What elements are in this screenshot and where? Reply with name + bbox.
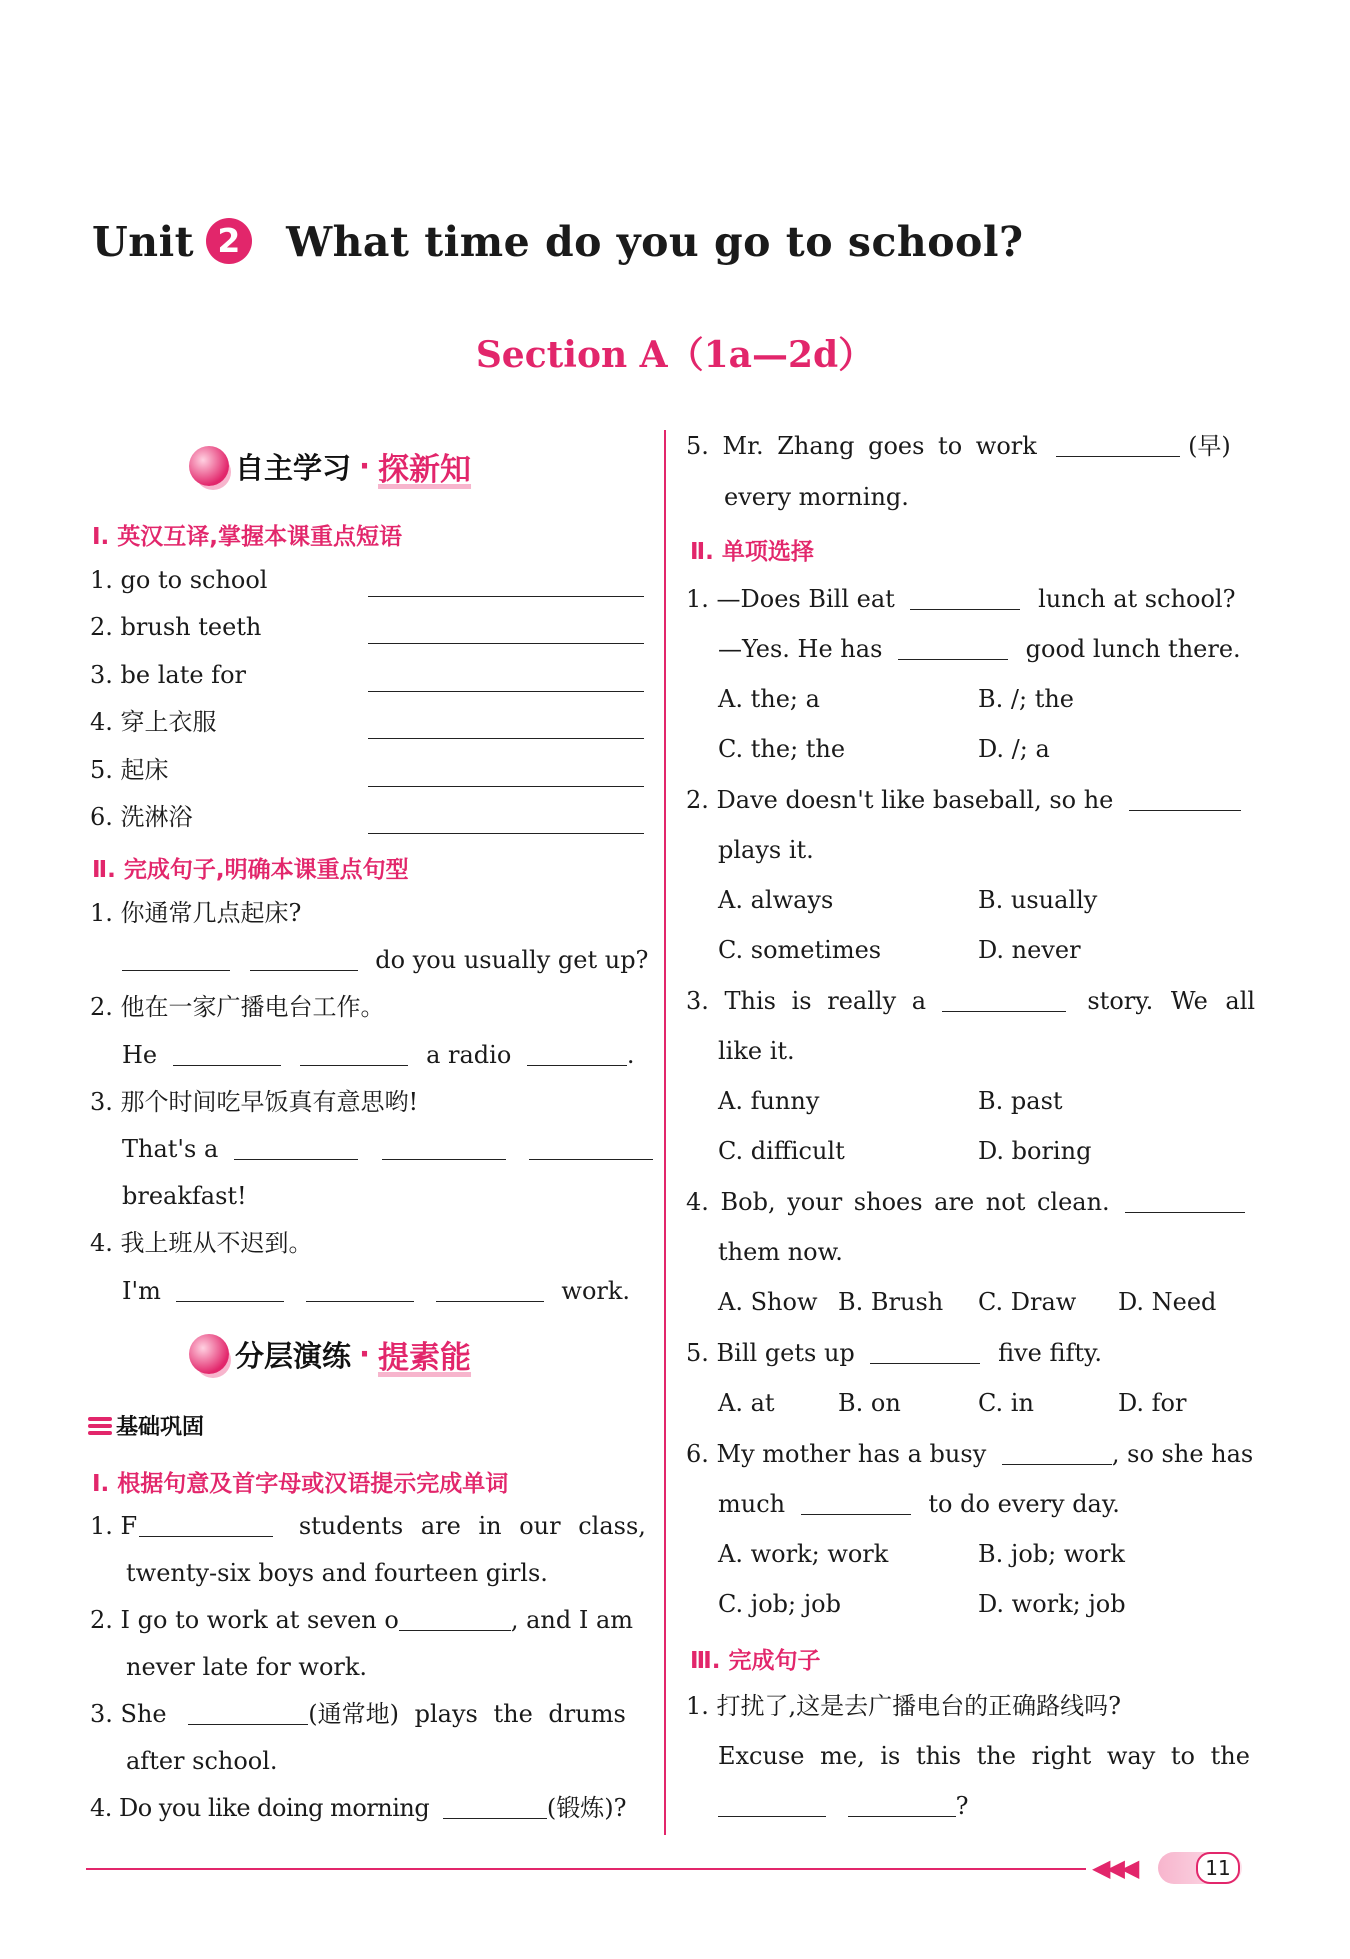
sentence-q1-cn: 1. 你通常几点起床? bbox=[90, 899, 302, 927]
phrase-item-4: 4. 穿上衣服 bbox=[90, 708, 217, 736]
blank[interactable] bbox=[801, 1492, 911, 1515]
ball-icon bbox=[189, 446, 229, 486]
sentence-q1-en bbox=[122, 945, 648, 975]
unit-word: Unit bbox=[92, 218, 195, 266]
blank[interactable] bbox=[1125, 1190, 1245, 1213]
complete-heading: Ⅲ. 完成句子 bbox=[690, 1648, 821, 1674]
sentence-text: 2. I go to work at seven o bbox=[90, 1606, 399, 1634]
mc2-option-c[interactable]: C. sometimes bbox=[718, 936, 882, 964]
part1-heading: Ⅰ. 英汉互译,掌握本课重点短语 bbox=[92, 524, 403, 550]
phrase-item-6: 6. 洗淋浴 bbox=[90, 803, 193, 831]
sentence-q2-cn: 2. 他在一家广播电台工作。 bbox=[90, 993, 385, 1021]
phrase-blank-4[interactable] bbox=[368, 716, 644, 739]
blank[interactable] bbox=[139, 1514, 273, 1537]
mc2-q-cont: plays it. bbox=[718, 836, 814, 864]
phrase-blank-6[interactable] bbox=[368, 811, 644, 834]
mc3-option-d[interactable]: D. boring bbox=[978, 1137, 1092, 1165]
blank[interactable] bbox=[399, 1608, 511, 1631]
blank[interactable] bbox=[122, 948, 230, 971]
blank[interactable] bbox=[870, 1341, 980, 1364]
book-stack-icon bbox=[88, 1415, 112, 1437]
phrase-blank-3[interactable] bbox=[368, 669, 644, 692]
sentence-text: do you usually get up? bbox=[375, 946, 649, 974]
blank[interactable] bbox=[188, 1702, 308, 1725]
sentence-text: 1. F bbox=[90, 1512, 138, 1540]
s1-cn: 1. 打扰了,这是去广播电台的正确路线吗? bbox=[686, 1692, 1122, 1720]
blank[interactable] bbox=[1002, 1442, 1112, 1465]
mc6-q-cont bbox=[718, 1489, 1120, 1519]
ball-icon bbox=[189, 1334, 229, 1374]
sentence-q3-end: breakfast! bbox=[122, 1182, 247, 1210]
blank[interactable] bbox=[910, 587, 1020, 610]
sentence-text: 1. —Does Bill eat bbox=[686, 585, 895, 613]
s1-en: Excuse me, is this the right way to the bbox=[718, 1742, 1250, 1770]
blank[interactable] bbox=[718, 1794, 826, 1817]
sentence-text: (早) bbox=[1188, 432, 1231, 460]
mc5-option-b[interactable]: B. on bbox=[838, 1389, 901, 1417]
blank[interactable] bbox=[436, 1279, 544, 1302]
mc4-option-b[interactable]: B. Brush bbox=[838, 1288, 944, 1316]
footer-line bbox=[86, 1868, 1086, 1870]
sentence-text: I'm bbox=[122, 1277, 161, 1305]
sentence-text: That's a bbox=[122, 1135, 219, 1163]
sentence-text: lunch at school? bbox=[1038, 585, 1236, 613]
mc1-q bbox=[686, 584, 1235, 614]
mc1-option-b[interactable]: B. /; the bbox=[978, 685, 1074, 713]
sentence-text: —Yes. He has bbox=[718, 635, 883, 663]
blank[interactable] bbox=[306, 1279, 414, 1302]
mc1-option-c[interactable]: C. the; the bbox=[718, 735, 846, 763]
mc2-q bbox=[686, 785, 1241, 815]
word-q5-cont: every morning. bbox=[724, 483, 909, 511]
phrase-item-2: 2. brush teeth bbox=[90, 613, 262, 641]
blank[interactable] bbox=[848, 1794, 956, 1817]
sentence-text: , so she has bbox=[1111, 1440, 1254, 1468]
mc3-option-a[interactable]: A. funny bbox=[718, 1087, 820, 1115]
s1-blanks bbox=[718, 1791, 969, 1821]
mc1-q2 bbox=[718, 634, 1241, 664]
mc5-q bbox=[686, 1338, 1102, 1368]
sentence-text: 6. My mother has a busy bbox=[686, 1440, 987, 1468]
sentence-text: , and I am bbox=[510, 1606, 634, 1634]
sentence-text: much bbox=[718, 1490, 786, 1518]
phrase-item-5: 5. 起床 bbox=[90, 756, 169, 784]
choice-heading: Ⅱ. 单项选择 bbox=[690, 539, 814, 565]
sentence-text: (锻炼)? bbox=[546, 1794, 627, 1822]
unit-title bbox=[92, 218, 1024, 266]
sentence-text: to do every day. bbox=[928, 1490, 1120, 1518]
word-q1-cont: twenty-six boys and fourteen girls. bbox=[126, 1559, 548, 1587]
blank[interactable] bbox=[529, 1137, 653, 1160]
word-q3 bbox=[90, 1699, 626, 1729]
sentence-q4-en bbox=[122, 1276, 630, 1306]
part2-heading: Ⅱ. 完成句子,明确本课重点句型 bbox=[92, 857, 409, 883]
mc4-q bbox=[686, 1187, 1245, 1217]
sentence-text: 5. Mr. Zhang goes to work bbox=[686, 432, 1037, 460]
mc4-option-d[interactable]: D. Need bbox=[1118, 1288, 1217, 1316]
banner-accent-text: 提素能 bbox=[378, 1339, 472, 1376]
mc6-option-a[interactable]: A. work; work bbox=[718, 1540, 889, 1568]
sentence-text: 4. Bob, your shoes are not clean. bbox=[686, 1188, 1110, 1216]
word-q5 bbox=[686, 431, 1231, 461]
section-title: Section A（1a—2d） bbox=[475, 334, 875, 376]
sentence-text: 4. Do you like doing morning bbox=[90, 1794, 430, 1822]
mc5-option-c[interactable]: C. in bbox=[978, 1389, 1034, 1417]
footer-arrows-icon: ◀◀◀ bbox=[1092, 1854, 1136, 1882]
blank[interactable] bbox=[1129, 788, 1241, 811]
mc3-option-b[interactable]: B. past bbox=[978, 1087, 1063, 1115]
mc6-option-d[interactable]: D. work; job bbox=[978, 1590, 1126, 1618]
phrase-item-3: 3. be late for bbox=[90, 661, 246, 689]
blank[interactable] bbox=[250, 948, 358, 971]
blank[interactable] bbox=[176, 1279, 284, 1302]
banner-main-text: 自主学习 bbox=[234, 450, 351, 485]
sentence-q3-cn: 3. 那个时间吃早饭真有意思哟! bbox=[90, 1088, 419, 1116]
mc1-option-a[interactable]: A. the; a bbox=[718, 685, 820, 713]
blank[interactable] bbox=[527, 1043, 627, 1066]
mc4-option-c[interactable]: C. Draw bbox=[978, 1288, 1077, 1316]
sentence-q2-en: He a radio . bbox=[122, 1041, 635, 1069]
phrase-item-1: 1. go to school bbox=[90, 566, 268, 594]
word-q2 bbox=[90, 1605, 633, 1635]
word-q1 bbox=[90, 1511, 646, 1541]
part3-heading: Ⅰ. 根据句意及首字母或汉语提示完成单词 bbox=[92, 1471, 509, 1497]
mc3-option-c[interactable]: C. difficult bbox=[718, 1137, 845, 1165]
sentence-text: ? bbox=[955, 1792, 969, 1820]
word-q2-cont: never late for work. bbox=[126, 1653, 368, 1681]
banner-self-study bbox=[120, 441, 540, 491]
page-number: 11 bbox=[1196, 1852, 1240, 1884]
phrase-blank-1[interactable] bbox=[368, 574, 644, 597]
sentence-text: good lunch there. bbox=[1025, 635, 1241, 663]
blank[interactable] bbox=[382, 1137, 506, 1160]
blank[interactable] bbox=[300, 1043, 408, 1066]
sentence-text: (通常地) plays the drums bbox=[308, 1700, 626, 1728]
sentence-q3-en bbox=[122, 1134, 653, 1164]
mc4-option-a[interactable]: A. Show bbox=[718, 1288, 818, 1316]
sentence-text: students are in our class, bbox=[298, 1512, 646, 1540]
blank[interactable] bbox=[898, 637, 1008, 660]
sentence-text: 5. Bill gets up bbox=[686, 1339, 855, 1367]
banner-dot: · bbox=[358, 1337, 371, 1371]
unit-title-text: What time do you go to school? bbox=[286, 218, 1024, 266]
sentence-text: story. We all bbox=[1087, 987, 1256, 1015]
word-q3-cont: after school. bbox=[126, 1747, 278, 1775]
mc2-option-b[interactable]: B. usually bbox=[978, 886, 1098, 914]
blank[interactable] bbox=[942, 989, 1066, 1012]
phrase-blank-2[interactable] bbox=[368, 621, 644, 644]
sentence-text: a radio bbox=[426, 1041, 512, 1069]
mc6-option-b[interactable]: B. job; work bbox=[978, 1540, 1125, 1568]
blank[interactable] bbox=[173, 1043, 281, 1066]
sentence-text: 2. Dave doesn't like baseball, so he bbox=[686, 786, 1114, 814]
sentence-text: 3. This is really a bbox=[686, 987, 927, 1015]
sentence-text: five fifty. bbox=[998, 1339, 1103, 1367]
banner-practice bbox=[120, 1329, 540, 1379]
sentence-q4-cn: 4. 我上班从不迟到。 bbox=[90, 1229, 313, 1257]
mc5-option-d[interactable]: D. for bbox=[1118, 1389, 1187, 1417]
unit-number-badge: 2 bbox=[206, 218, 252, 264]
mc4-q-cont: them now. bbox=[718, 1238, 843, 1266]
sentence-text: work. bbox=[561, 1277, 631, 1305]
sub-heading-basics bbox=[88, 1410, 204, 1441]
banner-dot: · bbox=[358, 449, 371, 483]
sentence-text: 3. She bbox=[90, 1700, 167, 1728]
mc1-option-d[interactable]: D. /; a bbox=[978, 735, 1050, 763]
mc5-option-a[interactable]: A. at bbox=[718, 1389, 775, 1417]
mc6-option-c[interactable]: C. job; job bbox=[718, 1590, 841, 1618]
banner-accent-text: 探新知 bbox=[378, 451, 472, 488]
phrase-blank-5[interactable] bbox=[368, 764, 644, 787]
word-q4 bbox=[90, 1793, 626, 1823]
column-divider bbox=[664, 430, 666, 1835]
blank[interactable] bbox=[1056, 434, 1180, 457]
blank[interactable] bbox=[443, 1796, 547, 1819]
mc3-q-cont: like it. bbox=[718, 1037, 795, 1065]
mc2-option-a[interactable]: A. always bbox=[718, 886, 834, 914]
sub-heading-text: 基础巩固 bbox=[116, 1415, 205, 1440]
sentence-text: He bbox=[122, 1041, 158, 1069]
banner-main-text: 分层演练 bbox=[234, 1338, 351, 1373]
mc2-option-d[interactable]: D. never bbox=[978, 936, 1081, 964]
mc6-q bbox=[686, 1439, 1253, 1469]
blank[interactable] bbox=[234, 1137, 358, 1160]
mc3-q bbox=[686, 986, 1255, 1016]
page-number-badge bbox=[1158, 1852, 1242, 1884]
